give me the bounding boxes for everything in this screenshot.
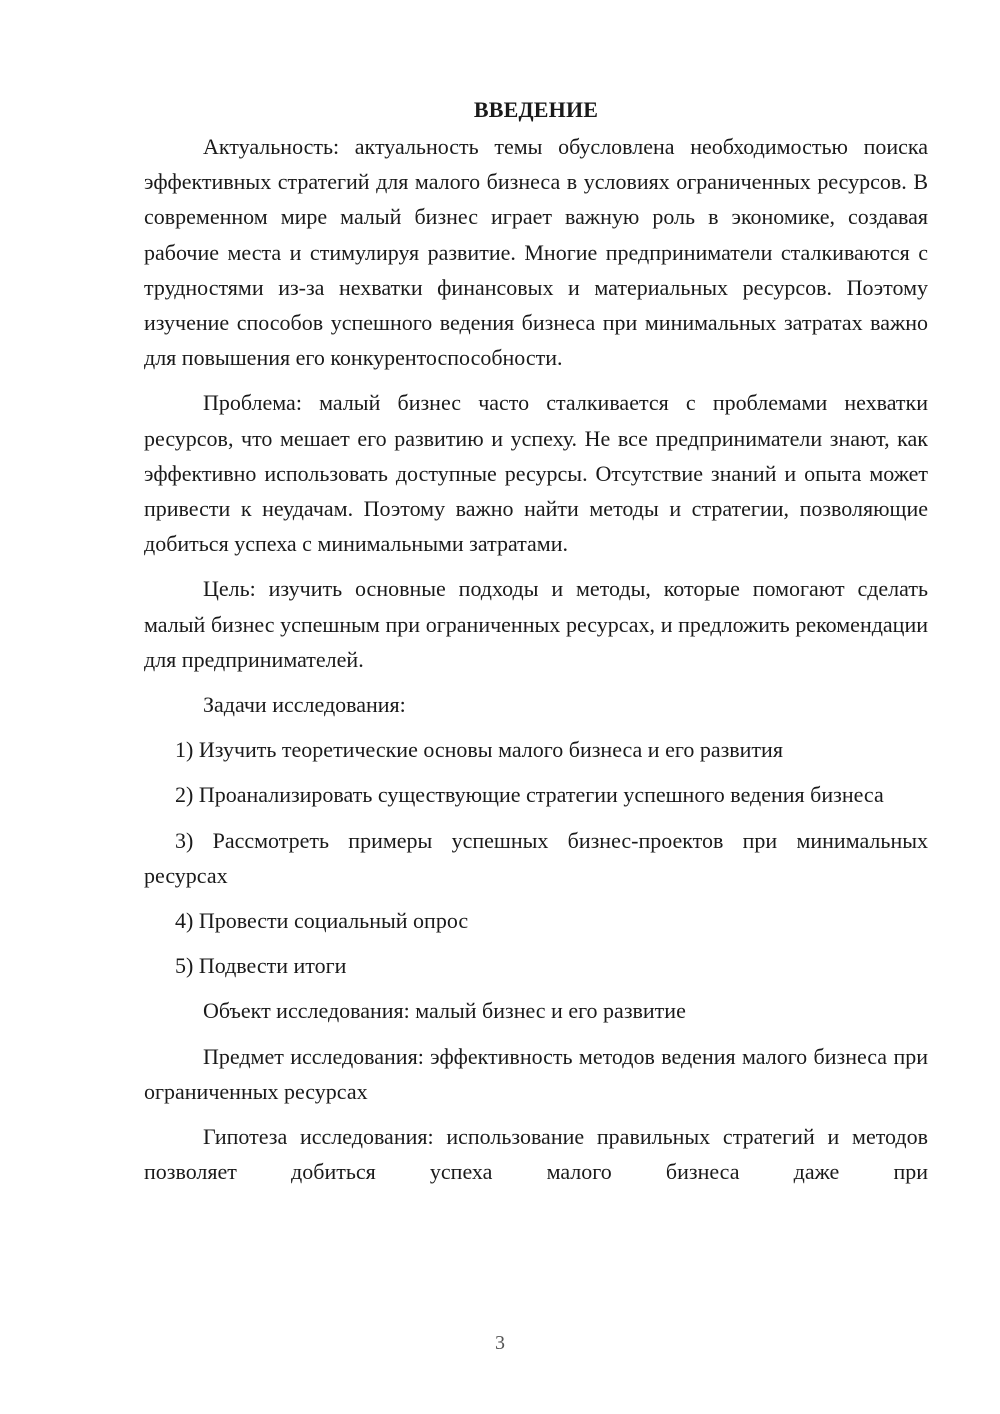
- task-item-1: 1) Изучить теоретические основы малого бизнеса и его развития: [175, 737, 783, 763]
- task-item-5: 5) Подвести итоги: [175, 953, 347, 979]
- document-page: [144, 92, 928, 1199]
- task-item-3: 3) Рассмотреть примеры успешных бизнес-проектов при минимальных ресурсах: [144, 827, 928, 888]
- tasks-heading: Задачи исследования:: [203, 692, 406, 718]
- task-item-2: 2) Проанализировать существующие стратегии успешного ведения бизнеса: [175, 782, 884, 808]
- section-title: ВВЕДЕНИЕ: [473, 97, 599, 122]
- hypothesis-paragraph: Гипотеза исследования: использование правильных стратегий и методов позволяет добиться успеха малого бизнеса даже при: [144, 1124, 928, 1185]
- subject-paragraph: Предмет исследования: эффективность методов ведения малого бизнеса при ограниченных ресурсах: [144, 1043, 928, 1104]
- problem-paragraph: Проблема: малый бизнес часто сталкивается с проблемами нехватки ресурсов, что мешает его развитию и успеху. Не все предприниматели знают, как эффективно использовать доступные ресурсы. Отсутствие знаний и опыта может привести к неудачам. Поэтому важно найти методы и стратегии, позволяющие добиться успеха с минимальными затратами.: [144, 390, 928, 557]
- tasks-list: [144, 732, 928, 983]
- object-paragraph: Объект исследования: малый бизнес и его развитие: [203, 998, 686, 1024]
- goal-paragraph: Цель: изучить основные подходы и методы, которые помогают сделать малый бизнес успешным при ограниченных ресурсах, и предложить рекомендации для предпринимателей.: [144, 576, 928, 672]
- relevance-paragraph: Актуальность: актуальность темы обусловлена необходимостью поиска эффективных стратегий для малого бизнеса в условиях ограниченных ресурсов. В современном мире малый бизнес играет важную роль в экономике, создавая рабочие места и стимулируя развитие. Многие предприниматели сталкиваются с трудностями из-за нехватки финансовых и материальных ресурсов. Поэтому изучение способов успешного ведения бизнеса при минимальных затратах важно для повышения его конкурентоспособности.: [144, 134, 928, 371]
- page-number: 3: [495, 1332, 505, 1354]
- task-item-4: 4) Провести социальный опрос: [175, 908, 469, 934]
